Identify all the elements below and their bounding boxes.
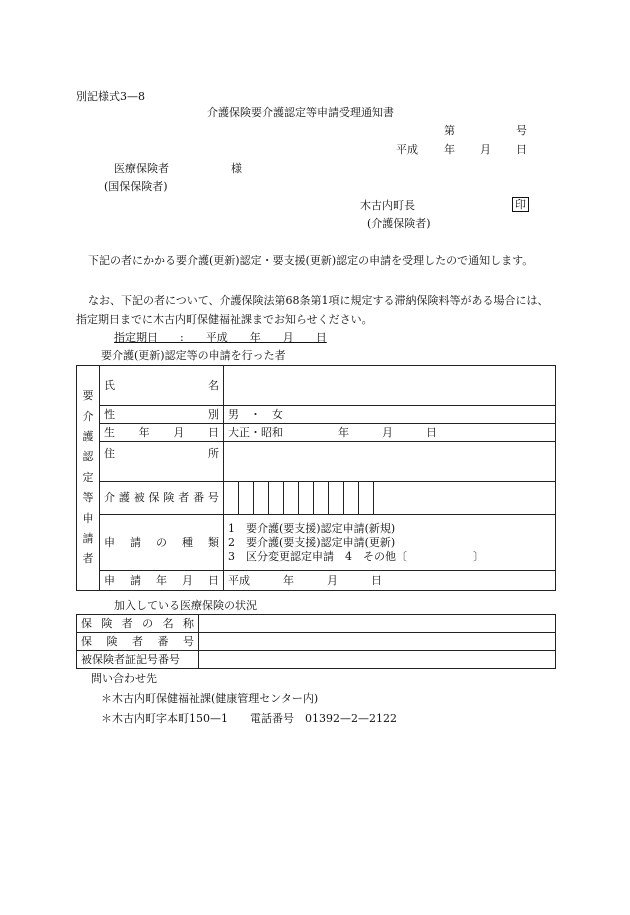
date-era: 平成	[396, 143, 418, 156]
recipient-honorific: 様	[231, 162, 242, 175]
date-month: 月	[480, 143, 491, 156]
insurance-section-title: 加入している医療保険の状況	[114, 599, 257, 612]
card-number-label-cell	[77, 651, 199, 669]
insurer-number-label-cell	[77, 633, 199, 651]
digit-box	[329, 482, 344, 514]
table-row	[77, 424, 556, 442]
insurance-table	[76, 614, 556, 669]
recipient-sub: (国保保険者)	[104, 180, 168, 193]
card-number-label: 被保険者証記号番号	[81, 652, 180, 666]
type-option: 2 要介護(要支援)認定申請(更新)	[228, 535, 396, 549]
insurer-name-field[interactable]	[199, 615, 556, 633]
gender-label-cell	[100, 406, 224, 424]
insured-number-digit-boxes	[224, 482, 555, 514]
number-suffix: 号	[516, 124, 527, 137]
birth-label: 生 年 月 日	[104, 425, 219, 439]
digit-box	[284, 482, 299, 514]
type-option: 3 区分変更認定申請 4 その他〔 〕	[228, 549, 484, 563]
notice-text-2b: 指定期日までに木古内町保健福祉課までお知らせください。	[76, 313, 373, 326]
name-field[interactable]	[224, 366, 556, 406]
table-row	[77, 515, 556, 571]
seal-mark: 印	[512, 197, 529, 212]
date-year: 年	[444, 143, 455, 156]
notice-text-2a: なお、下記の者について、介護保険法第68条第1項に規定する滞納保険料等がある場合には、	[88, 294, 549, 307]
table-row	[77, 482, 556, 515]
contact-title: 問い合わせ先	[91, 672, 157, 685]
table-row	[77, 651, 556, 669]
insured-number-label-cell	[100, 482, 224, 515]
insured-number-label: 介 護 被 保 険 者 番 号	[104, 491, 219, 504]
table-row	[77, 442, 556, 482]
table-row	[77, 571, 556, 591]
gender-label: 性 別	[104, 407, 219, 421]
sender-name: 木古内町長	[360, 199, 415, 212]
contact-line-1: ＊木古内町保健福祉課(健康管理センター内)	[101, 692, 319, 705]
form-id: 別記様式3—8	[76, 90, 145, 103]
recipient-name: 医療保険者	[114, 162, 169, 175]
address-label-cell	[100, 442, 224, 482]
notice-text-1: 下記の者にかかる要介護(更新)認定・要支援(更新)認定の申請を受理したので通知します。	[88, 254, 534, 267]
gender-field[interactable]: 男 ・ 女	[224, 406, 556, 424]
type-field[interactable]	[224, 515, 556, 571]
applicant-table	[76, 365, 556, 591]
table-row	[77, 633, 556, 651]
type-label-cell	[100, 515, 224, 571]
applicant-section-title: 要介護(更新)認定等の申請を行った者	[101, 349, 286, 362]
digit-box	[224, 482, 239, 514]
type-option: 1 要介護(要支援)認定申請(新規)	[228, 521, 396, 535]
birth-field[interactable]: 大正・昭和 年 月 日	[224, 424, 556, 442]
apply-date-label: 申 請 年 月 日	[104, 573, 219, 587]
name-label: 氏 名	[104, 378, 219, 392]
date-day: 日	[516, 143, 527, 156]
apply-date-label-cell	[100, 571, 224, 591]
table-row	[77, 406, 556, 424]
deadline-line: 指定期日 : 平成 年 月 日	[114, 331, 327, 344]
applicant-side-label: 要介護認定等申請者	[77, 366, 100, 591]
notice-paragraph-1	[76, 251, 558, 270]
birth-label-cell	[100, 424, 224, 442]
sender-seal	[512, 198, 529, 212]
digit-box	[254, 482, 269, 514]
insurer-number-field[interactable]	[199, 633, 556, 651]
address-field[interactable]	[224, 442, 556, 482]
sender-sub: (介護保険者)	[367, 217, 431, 230]
address-label: 住 所	[104, 446, 219, 460]
name-label-cell	[100, 366, 224, 406]
notice-paragraph-2	[76, 291, 558, 310]
digit-box	[239, 482, 254, 514]
digit-box	[359, 482, 374, 514]
digit-box	[314, 482, 329, 514]
number-prefix: 第	[444, 124, 455, 137]
insurer-name-label: 保 険 者 の 名 称	[81, 616, 194, 630]
digit-box	[299, 482, 314, 514]
digit-box	[269, 482, 284, 514]
table-row	[77, 366, 556, 406]
apply-date-field[interactable]: 平成 年 月 日	[224, 571, 556, 591]
contact-line-2: ＊木古内町字本町150—1 電話番号 01392—2—2122	[101, 712, 397, 725]
table-row	[77, 615, 556, 633]
type-options	[228, 522, 551, 564]
card-number-field[interactable]	[199, 651, 556, 669]
digit-box	[344, 482, 359, 514]
document-title: 介護保険要介護認定等申請受理通知書	[207, 106, 394, 119]
insurer-number-label: 保 険 者 番 号	[81, 634, 194, 648]
insured-number-field[interactable]	[224, 482, 556, 515]
insurer-name-label-cell	[77, 615, 199, 633]
type-label: 申 請 の 種 類	[104, 535, 219, 549]
